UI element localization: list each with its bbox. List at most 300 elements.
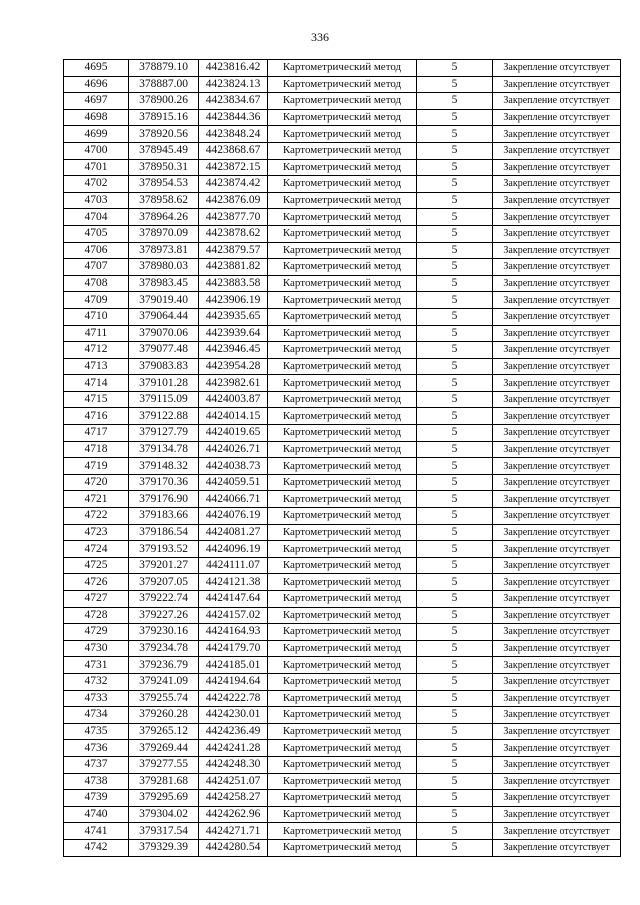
accuracy-cell: 5 [417, 541, 493, 558]
method-cell: Картометрический метод [268, 624, 417, 641]
point-number-cell: 4742 [64, 839, 129, 856]
y-coordinate-cell: 4424096.19 [199, 541, 268, 558]
method-cell: Картометрический метод [268, 142, 417, 159]
fixation-cell: Закрепление отсутствует [493, 591, 621, 608]
method-cell: Картометрический метод [268, 690, 417, 707]
fixation-cell: Закрепление отсутствует [493, 458, 621, 475]
x-coordinate-cell: 378879.10 [129, 60, 199, 77]
y-coordinate-cell: 4423874.42 [199, 176, 268, 193]
accuracy-cell: 5 [417, 308, 493, 325]
x-coordinate-cell: 379148.32 [129, 458, 199, 475]
table-row [64, 425, 621, 442]
fixation-cell: Закрепление отсутствует [493, 176, 621, 193]
y-coordinate-cell: 4423939.64 [199, 325, 268, 342]
fixation-cell: Закрепление отсутствует [493, 308, 621, 325]
table-row [64, 142, 621, 159]
fixation-cell: Закрепление отсутствует [493, 358, 621, 375]
x-coordinate-cell: 379227.26 [129, 607, 199, 624]
accuracy-cell: 5 [417, 76, 493, 93]
y-coordinate-cell: 4424157.02 [199, 607, 268, 624]
x-coordinate-cell: 379207.05 [129, 574, 199, 591]
method-cell: Картометрический метод [268, 425, 417, 442]
point-number-cell: 4720 [64, 474, 129, 491]
table-row [64, 76, 621, 93]
fixation-cell: Закрепление отсутствует [493, 574, 621, 591]
x-coordinate-cell: 378900.26 [129, 93, 199, 110]
table-row [64, 740, 621, 757]
point-number-cell: 4700 [64, 142, 129, 159]
accuracy-cell: 5 [417, 607, 493, 624]
point-number-cell: 4740 [64, 806, 129, 823]
fixation-cell: Закрепление отсутствует [493, 159, 621, 176]
accuracy-cell: 5 [417, 292, 493, 309]
method-cell: Картометрический метод [268, 159, 417, 176]
y-coordinate-cell: 4424251.07 [199, 773, 268, 790]
y-coordinate-cell: 4423816.42 [199, 60, 268, 77]
y-coordinate-cell: 4423872.15 [199, 159, 268, 176]
accuracy-cell: 5 [417, 524, 493, 541]
y-coordinate-cell: 4423877.70 [199, 209, 268, 226]
method-cell: Картометрический метод [268, 673, 417, 690]
x-coordinate-cell: 379329.39 [129, 839, 199, 856]
fixation-cell: Закрепление отсутствует [493, 740, 621, 757]
accuracy-cell: 5 [417, 707, 493, 724]
accuracy-cell: 5 [417, 823, 493, 840]
accuracy-cell: 5 [417, 690, 493, 707]
point-number-cell: 4713 [64, 358, 129, 375]
point-number-cell: 4704 [64, 209, 129, 226]
table-row [64, 225, 621, 242]
fixation-cell: Закрепление отсутствует [493, 557, 621, 574]
accuracy-cell: 5 [417, 275, 493, 292]
point-number-cell: 4737 [64, 756, 129, 773]
coordinates-table-body [64, 60, 621, 857]
table-row [64, 524, 621, 541]
point-number-cell: 4697 [64, 93, 129, 110]
table-row [64, 607, 621, 624]
point-number-cell: 4731 [64, 657, 129, 674]
fixation-cell: Закрепление отсутствует [493, 690, 621, 707]
method-cell: Картометрический метод [268, 192, 417, 209]
x-coordinate-cell: 379077.48 [129, 342, 199, 359]
x-coordinate-cell: 379193.52 [129, 541, 199, 558]
x-coordinate-cell: 379304.02 [129, 806, 199, 823]
fixation-cell: Закрепление отсутствует [493, 806, 621, 823]
table-row [64, 756, 621, 773]
y-coordinate-cell: 4423848.24 [199, 126, 268, 143]
fixation-cell: Закрепление отсутствует [493, 242, 621, 259]
method-cell: Картометрический метод [268, 474, 417, 491]
point-number-cell: 4725 [64, 557, 129, 574]
fixation-cell: Закрепление отсутствует [493, 425, 621, 442]
accuracy-cell: 5 [417, 225, 493, 242]
x-coordinate-cell: 379183.66 [129, 508, 199, 525]
fixation-cell: Закрепление отсутствует [493, 491, 621, 508]
table-row [64, 275, 621, 292]
fixation-cell: Закрепление отсутствует [493, 142, 621, 159]
y-coordinate-cell: 4424194.64 [199, 673, 268, 690]
method-cell: Картометрический метод [268, 225, 417, 242]
fixation-cell: Закрепление отсутствует [493, 292, 621, 309]
method-cell: Картометрический метод [268, 773, 417, 790]
point-number-cell: 4729 [64, 624, 129, 641]
fixation-cell: Закрепление отсутствует [493, 790, 621, 807]
point-number-cell: 4707 [64, 259, 129, 276]
x-coordinate-cell: 378945.49 [129, 142, 199, 159]
table-row [64, 325, 621, 342]
table-row [64, 408, 621, 425]
table-row [64, 574, 621, 591]
x-coordinate-cell: 379269.44 [129, 740, 199, 757]
point-number-cell: 4735 [64, 723, 129, 740]
y-coordinate-cell: 4424271.71 [199, 823, 268, 840]
accuracy-cell: 5 [417, 242, 493, 259]
fixation-cell: Закрепление отсутствует [493, 76, 621, 93]
point-number-cell: 4711 [64, 325, 129, 342]
method-cell: Картометрический метод [268, 508, 417, 525]
y-coordinate-cell: 4423834.67 [199, 93, 268, 110]
method-cell: Картометрический метод [268, 375, 417, 392]
y-coordinate-cell: 4424164.93 [199, 624, 268, 641]
fixation-cell: Закрепление отсутствует [493, 441, 621, 458]
table-row [64, 60, 621, 77]
method-cell: Картометрический метод [268, 591, 417, 608]
table-row [64, 441, 621, 458]
table-row [64, 342, 621, 359]
y-coordinate-cell: 4424280.54 [199, 839, 268, 856]
accuracy-cell: 5 [417, 93, 493, 110]
accuracy-cell: 5 [417, 557, 493, 574]
point-number-cell: 4712 [64, 342, 129, 359]
fixation-cell: Закрепление отсутствует [493, 839, 621, 856]
point-number-cell: 4719 [64, 458, 129, 475]
method-cell: Картометрический метод [268, 790, 417, 807]
point-number-cell: 4698 [64, 109, 129, 126]
fixation-cell: Закрепление отсутствует [493, 640, 621, 657]
method-cell: Картометрический метод [268, 524, 417, 541]
accuracy-cell: 5 [417, 458, 493, 475]
x-coordinate-cell: 379281.68 [129, 773, 199, 790]
fixation-cell: Закрепление отсутствует [493, 508, 621, 525]
method-cell: Картометрический метод [268, 640, 417, 657]
fixation-cell: Закрепление отсутствует [493, 474, 621, 491]
table-row [64, 491, 621, 508]
accuracy-cell: 5 [417, 723, 493, 740]
method-cell: Картометрический метод [268, 93, 417, 110]
table-row [64, 541, 621, 558]
accuracy-cell: 5 [417, 259, 493, 276]
accuracy-cell: 5 [417, 441, 493, 458]
y-coordinate-cell: 4423883.58 [199, 275, 268, 292]
accuracy-cell: 5 [417, 342, 493, 359]
y-coordinate-cell: 4423844.36 [199, 109, 268, 126]
fixation-cell: Закрепление отсутствует [493, 773, 621, 790]
method-cell: Картометрический метод [268, 259, 417, 276]
method-cell: Картометрический метод [268, 458, 417, 475]
accuracy-cell: 5 [417, 640, 493, 657]
accuracy-cell: 5 [417, 192, 493, 209]
y-coordinate-cell: 4424258.27 [199, 790, 268, 807]
x-coordinate-cell: 379127.79 [129, 425, 199, 442]
accuracy-cell: 5 [417, 508, 493, 525]
x-coordinate-cell: 379265.12 [129, 723, 199, 740]
y-coordinate-cell: 4424241.28 [199, 740, 268, 757]
accuracy-cell: 5 [417, 773, 493, 790]
point-number-cell: 4709 [64, 292, 129, 309]
x-coordinate-cell: 378980.03 [129, 259, 199, 276]
point-number-cell: 4732 [64, 673, 129, 690]
point-number-cell: 4696 [64, 76, 129, 93]
method-cell: Картометрический метод [268, 292, 417, 309]
fixation-cell: Закрепление отсутствует [493, 391, 621, 408]
accuracy-cell: 5 [417, 790, 493, 807]
point-number-cell: 4717 [64, 425, 129, 442]
point-number-cell: 4699 [64, 126, 129, 143]
table-row [64, 159, 621, 176]
method-cell: Картометрический метод [268, 441, 417, 458]
fixation-cell: Закрепление отсутствует [493, 673, 621, 690]
x-coordinate-cell: 379255.74 [129, 690, 199, 707]
accuracy-cell: 5 [417, 574, 493, 591]
page-number: 336 [311, 30, 329, 44]
y-coordinate-cell: 4423906.19 [199, 292, 268, 309]
table-row [64, 391, 621, 408]
method-cell: Картометрический метод [268, 109, 417, 126]
fixation-cell: Закрепление отсутствует [493, 607, 621, 624]
method-cell: Картометрический метод [268, 491, 417, 508]
table-row [64, 723, 621, 740]
method-cell: Картометрический метод [268, 76, 417, 93]
point-number-cell: 4726 [64, 574, 129, 591]
method-cell: Картометрический метод [268, 607, 417, 624]
fixation-cell: Закрепление отсутствует [493, 541, 621, 558]
accuracy-cell: 5 [417, 408, 493, 425]
coordinates-table [63, 59, 621, 857]
accuracy-cell: 5 [417, 126, 493, 143]
point-number-cell: 4739 [64, 790, 129, 807]
table-row [64, 126, 621, 143]
point-number-cell: 4706 [64, 242, 129, 259]
y-coordinate-cell: 4423982.61 [199, 375, 268, 392]
x-coordinate-cell: 379170.36 [129, 474, 199, 491]
x-coordinate-cell: 379070.06 [129, 325, 199, 342]
accuracy-cell: 5 [417, 325, 493, 342]
point-number-cell: 4710 [64, 308, 129, 325]
method-cell: Картометрический метод [268, 308, 417, 325]
method-cell: Картометрический метод [268, 740, 417, 757]
y-coordinate-cell: 4423881.82 [199, 259, 268, 276]
y-coordinate-cell: 4423946.45 [199, 342, 268, 359]
y-coordinate-cell: 4424076.19 [199, 508, 268, 525]
y-coordinate-cell: 4424222.78 [199, 690, 268, 707]
accuracy-cell: 5 [417, 209, 493, 226]
point-number-cell: 4695 [64, 60, 129, 77]
point-number-cell: 4708 [64, 275, 129, 292]
point-number-cell: 4703 [64, 192, 129, 209]
table-row [64, 308, 621, 325]
y-coordinate-cell: 4424003.87 [199, 391, 268, 408]
y-coordinate-cell: 4424179.70 [199, 640, 268, 657]
table-row [64, 109, 621, 126]
accuracy-cell: 5 [417, 142, 493, 159]
accuracy-cell: 5 [417, 375, 493, 392]
point-number-cell: 4714 [64, 375, 129, 392]
table-row [64, 458, 621, 475]
y-coordinate-cell: 4423876.09 [199, 192, 268, 209]
y-coordinate-cell: 4424111.07 [199, 557, 268, 574]
accuracy-cell: 5 [417, 474, 493, 491]
point-number-cell: 4702 [64, 176, 129, 193]
method-cell: Картометрический метод [268, 756, 417, 773]
fixation-cell: Закрепление отсутствует [493, 524, 621, 541]
table-row [64, 591, 621, 608]
x-coordinate-cell: 378973.81 [129, 242, 199, 259]
table-row [64, 93, 621, 110]
accuracy-cell: 5 [417, 806, 493, 823]
y-coordinate-cell: 4423868.67 [199, 142, 268, 159]
y-coordinate-cell: 4424262.96 [199, 806, 268, 823]
point-number-cell: 4734 [64, 707, 129, 724]
accuracy-cell: 5 [417, 673, 493, 690]
method-cell: Картометрический метод [268, 126, 417, 143]
accuracy-cell: 5 [417, 740, 493, 757]
y-coordinate-cell: 4424038.73 [199, 458, 268, 475]
y-coordinate-cell: 4423879.57 [199, 242, 268, 259]
accuracy-cell: 5 [417, 391, 493, 408]
point-number-cell: 4721 [64, 491, 129, 508]
table-row [64, 673, 621, 690]
table-row [64, 624, 621, 641]
accuracy-cell: 5 [417, 839, 493, 856]
point-number-cell: 4701 [64, 159, 129, 176]
y-coordinate-cell: 4424081.27 [199, 524, 268, 541]
x-coordinate-cell: 379234.78 [129, 640, 199, 657]
x-coordinate-cell: 379230.16 [129, 624, 199, 641]
method-cell: Картометрический метод [268, 60, 417, 77]
method-cell: Картометрический метод [268, 209, 417, 226]
point-number-cell: 4716 [64, 408, 129, 425]
point-number-cell: 4741 [64, 823, 129, 840]
fixation-cell: Закрепление отсутствует [493, 93, 621, 110]
fixation-cell: Закрепление отсутствует [493, 325, 621, 342]
accuracy-cell: 5 [417, 60, 493, 77]
y-coordinate-cell: 4423954.28 [199, 358, 268, 375]
table-row [64, 375, 621, 392]
fixation-cell: Закрепление отсутствует [493, 225, 621, 242]
table-row [64, 508, 621, 525]
x-coordinate-cell: 378887.00 [129, 76, 199, 93]
method-cell: Картометрический метод [268, 275, 417, 292]
point-number-cell: 4738 [64, 773, 129, 790]
fixation-cell: Закрепление отсутствует [493, 408, 621, 425]
table-row [64, 790, 621, 807]
y-coordinate-cell: 4423935.65 [199, 308, 268, 325]
x-coordinate-cell: 379186.54 [129, 524, 199, 541]
method-cell: Картометрический метод [268, 358, 417, 375]
method-cell: Картометрический метод [268, 541, 417, 558]
accuracy-cell: 5 [417, 425, 493, 442]
x-coordinate-cell: 379083.83 [129, 358, 199, 375]
point-number-cell: 4705 [64, 225, 129, 242]
x-coordinate-cell: 379241.09 [129, 673, 199, 690]
table-row [64, 690, 621, 707]
point-number-cell: 4730 [64, 640, 129, 657]
table-row [64, 823, 621, 840]
method-cell: Картометрический метод [268, 806, 417, 823]
x-coordinate-cell: 378983.45 [129, 275, 199, 292]
point-number-cell: 4718 [64, 441, 129, 458]
method-cell: Картометрический метод [268, 408, 417, 425]
method-cell: Картометрический метод [268, 839, 417, 856]
fixation-cell: Закрепление отсутствует [493, 192, 621, 209]
table-row [64, 192, 621, 209]
accuracy-cell: 5 [417, 491, 493, 508]
table-row [64, 557, 621, 574]
x-coordinate-cell: 379176.90 [129, 491, 199, 508]
y-coordinate-cell: 4424019.65 [199, 425, 268, 442]
method-cell: Картометрический метод [268, 823, 417, 840]
method-cell: Картометрический метод [268, 176, 417, 193]
method-cell: Картометрический метод [268, 557, 417, 574]
y-coordinate-cell: 4423824.13 [199, 76, 268, 93]
fixation-cell: Закрепление отсутствует [493, 275, 621, 292]
x-coordinate-cell: 379222.74 [129, 591, 199, 608]
method-cell: Картометрический метод [268, 342, 417, 359]
table-row [64, 292, 621, 309]
fixation-cell: Закрепление отсутствует [493, 60, 621, 77]
fixation-cell: Закрепление отсутствует [493, 375, 621, 392]
x-coordinate-cell: 379317.54 [129, 823, 199, 840]
x-coordinate-cell: 379064.44 [129, 308, 199, 325]
method-cell: Картометрический метод [268, 242, 417, 259]
fixation-cell: Закрепление отсутствует [493, 756, 621, 773]
table-row [64, 707, 621, 724]
y-coordinate-cell: 4424014.15 [199, 408, 268, 425]
point-number-cell: 4728 [64, 607, 129, 624]
x-coordinate-cell: 378915.16 [129, 109, 199, 126]
table-row [64, 259, 621, 276]
x-coordinate-cell: 379019.40 [129, 292, 199, 309]
fixation-cell: Закрепление отсутствует [493, 259, 621, 276]
fixation-cell: Закрепление отсутствует [493, 209, 621, 226]
table-row [64, 773, 621, 790]
x-coordinate-cell: 379115.09 [129, 391, 199, 408]
fixation-cell: Закрепление отсутствует [493, 126, 621, 143]
y-coordinate-cell: 4424248.30 [199, 756, 268, 773]
accuracy-cell: 5 [417, 176, 493, 193]
y-coordinate-cell: 4424147.64 [199, 591, 268, 608]
point-number-cell: 4722 [64, 508, 129, 525]
fixation-cell: Закрепление отсутствует [493, 109, 621, 126]
y-coordinate-cell: 4424059.51 [199, 474, 268, 491]
x-coordinate-cell: 379236.79 [129, 657, 199, 674]
method-cell: Картометрический метод [268, 391, 417, 408]
fixation-cell: Закрепление отсутствует [493, 624, 621, 641]
table-row [64, 657, 621, 674]
y-coordinate-cell: 4424066.71 [199, 491, 268, 508]
x-coordinate-cell: 379277.55 [129, 756, 199, 773]
fixation-cell: Закрепление отсутствует [493, 657, 621, 674]
accuracy-cell: 5 [417, 109, 493, 126]
y-coordinate-cell: 4424236.49 [199, 723, 268, 740]
accuracy-cell: 5 [417, 358, 493, 375]
table-row [64, 640, 621, 657]
x-coordinate-cell: 378950.31 [129, 159, 199, 176]
accuracy-cell: 5 [417, 624, 493, 641]
fixation-cell: Закрепление отсутствует [493, 823, 621, 840]
accuracy-cell: 5 [417, 159, 493, 176]
point-number-cell: 4736 [64, 740, 129, 757]
